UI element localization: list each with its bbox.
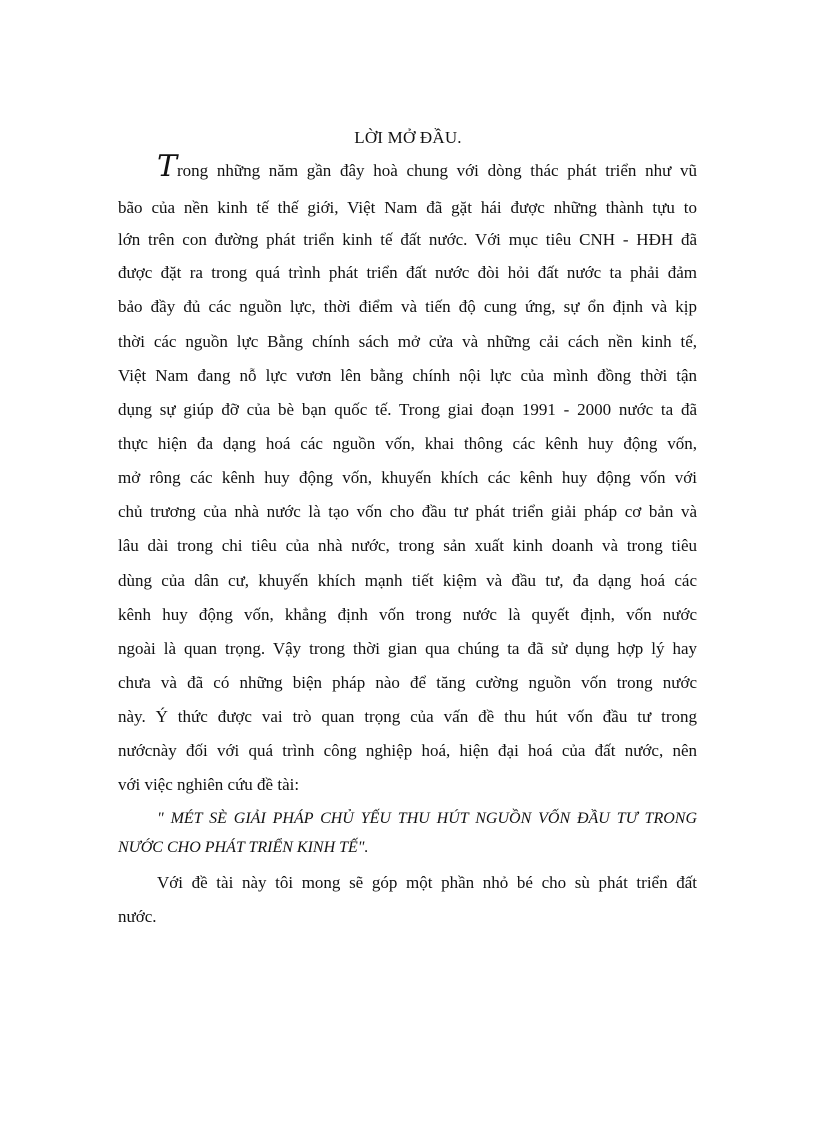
paragraph-line: dụng sự giúp đỡ của bè bạn quốc tế. Trong giai đoạn 1991 - 2000 nước ta đã xyxy=(118,400,697,419)
paragraph-line: Việt Nam đang nỗ lực vươn lên bằng chính nội lực của mình đồng thời tận xyxy=(118,366,697,385)
paragraph-line: chủ trương của nhà nước là tạo vốn cho đầu tư phát triển giải pháp cơ bản và xyxy=(118,502,697,521)
paragraph-line: với việc nghiên cứu đề tài: xyxy=(118,775,300,794)
topic-title-line: NƯỚC CHO PHÁT TRIỂN KINH TẾ". xyxy=(118,839,369,856)
closing-line: Với đề tài này tôi mong sẽ góp một phần nhỏ bé cho sù phát triển đất xyxy=(157,873,697,892)
drop-cap: T xyxy=(157,149,178,184)
paragraph-line: thực hiện đa dạng hoá các nguồn vốn, khai thông các kênh huy động vốn, xyxy=(118,434,697,453)
paragraph-line: mở rông các kênh huy động vốn, khuyến khích các kênh huy động vốn với xyxy=(118,468,697,487)
paragraph-line: kênh huy động vốn, khẳng định vốn trong nước là quyết định, vốn nước xyxy=(118,605,697,624)
paragraph-line: ngoài là quan trọng. Vậy trong thời gian qua chúng ta đã sử dụng hợp lý hay xyxy=(118,639,697,658)
paragraph-line: lớn trên con đường phát triển kinh tế đất nước. Với mục tiêu CNH - HĐH đã xyxy=(118,230,697,249)
paragraph-line: dùng của dân cư, khuyến khích mạnh tiết kiệm và đầu tư, đa dạng hoá các xyxy=(118,571,697,590)
first-line-text: rong những năm gần đây hoà chung với dòng thác phát triển như vũ xyxy=(177,161,697,180)
paragraph-line: bão của nền kinh tế thế giới, Việt Nam đã gặt hái được những thành tựu to xyxy=(118,198,697,217)
paragraph-line: nướcnày đối với quá trình công nghiệp hoá, hiện đại hoá của đất nước, nên xyxy=(118,741,697,760)
topic-title-line: " MÉT SÈ GIẢI PHÁP CHỦ YẾU THU HÚT NGUỒN VỐN ĐẦU TƯ TRONG xyxy=(157,810,697,827)
paragraph-line: bảo đầy đủ các nguồn lực, thời điểm và tiến độ cung ứng, sự ổn định và kịp xyxy=(118,297,697,316)
paragraph-first-line xyxy=(157,149,697,184)
paragraph-line: này. Ý thức được vai trò quan trọng của vấn đề thu hút vốn đầu tư trong xyxy=(118,707,697,726)
closing-line: nước. xyxy=(118,907,157,926)
page-title: LỜI MỞ ĐẦU. xyxy=(354,128,462,147)
paragraph-line: thời các nguồn lực Bằng chính sách mở cửa và những cải cách nền kinh tế, xyxy=(118,332,697,351)
paragraph-line: chưa và đã có những biện pháp nào để tăng cường nguồn vốn trong nước xyxy=(118,673,697,692)
paragraph-line: lâu dài trong chi tiêu của nhà nước, trong sản xuất kinh doanh và trong tiêu xyxy=(118,536,697,555)
paragraph-line: được đặt ra trong quá trình phát triển đất nước đòi hỏi đất nước ta phải đảm xyxy=(118,263,697,282)
